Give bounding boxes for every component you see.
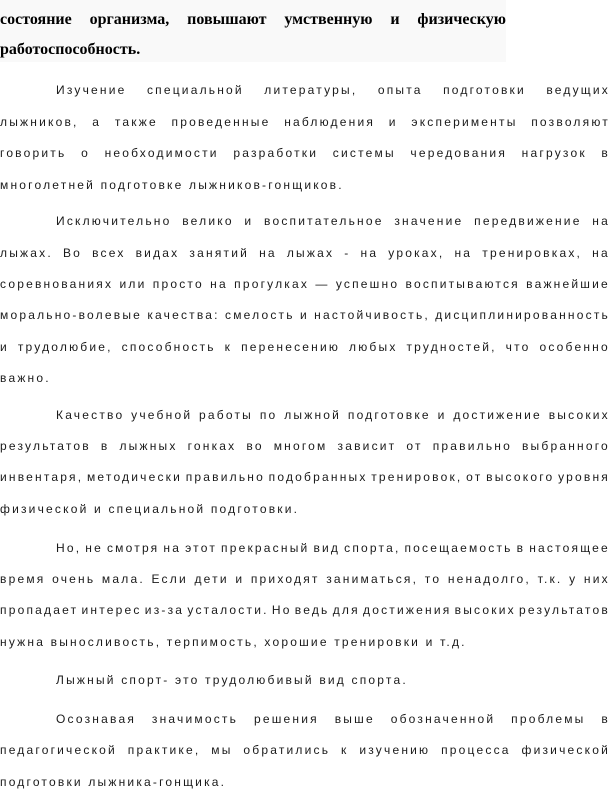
word: специальной xyxy=(146,83,244,97)
word: результатов xyxy=(0,439,91,453)
word: методически xyxy=(86,470,183,484)
word: во xyxy=(246,439,264,453)
word: физической xyxy=(521,743,610,757)
text-line xyxy=(0,539,610,557)
text-line xyxy=(0,741,610,759)
text-line xyxy=(0,406,610,424)
word: подобранных xyxy=(268,470,368,484)
word: на xyxy=(454,246,473,260)
word: пропадает xyxy=(0,603,79,617)
word: воспитываются xyxy=(405,277,520,291)
word: время xyxy=(0,572,46,586)
word: физическую xyxy=(417,11,506,28)
word: результатов xyxy=(519,603,610,617)
word: нагрузок xyxy=(521,146,587,160)
word: высоких xyxy=(548,408,610,422)
text-line xyxy=(0,601,610,619)
word: и xyxy=(388,115,398,129)
text-line xyxy=(0,468,610,486)
word: изучению xyxy=(359,743,431,757)
word: для xyxy=(332,603,360,617)
text-line: важно. xyxy=(0,371,51,385)
word: занятий xyxy=(189,246,250,260)
text-line: физической и специальной подготовки. xyxy=(0,502,300,516)
word: дети xyxy=(194,572,229,586)
word: значимость xyxy=(151,712,239,726)
word: Осознавая xyxy=(56,712,137,726)
word: и xyxy=(299,308,309,322)
word: или xyxy=(119,277,147,291)
word: прекрасный xyxy=(221,541,310,555)
word: т.к. xyxy=(537,572,563,586)
word: в xyxy=(601,146,610,160)
word: любых xyxy=(349,340,398,354)
word: Но xyxy=(271,603,292,617)
word: смотря xyxy=(106,541,160,555)
word: организма, xyxy=(89,11,170,28)
text-line xyxy=(0,710,610,728)
word: многом xyxy=(273,439,328,453)
word: практике, xyxy=(127,743,201,757)
word: правильно xyxy=(185,470,265,484)
word: уровня xyxy=(558,470,610,484)
word: о xyxy=(81,146,90,160)
word: у xyxy=(569,572,578,586)
word: этот xyxy=(185,541,218,555)
word: мала. xyxy=(101,572,145,586)
text-line: работоспособность. xyxy=(0,41,141,58)
word: - xyxy=(344,246,351,260)
text-line xyxy=(0,212,610,230)
word: и xyxy=(390,11,400,28)
text-line xyxy=(0,10,506,30)
word: эксперименты xyxy=(411,115,518,129)
word: велико xyxy=(182,214,234,228)
word: на xyxy=(592,214,610,228)
word: умственную xyxy=(284,11,373,28)
word: на xyxy=(163,541,182,555)
word: выше xyxy=(334,712,375,726)
word: ведь xyxy=(294,603,330,617)
word: способность xyxy=(121,340,216,354)
word: инвентаря, xyxy=(0,470,84,484)
word: проблемы xyxy=(511,712,586,726)
word: лыжной xyxy=(284,408,342,422)
word: и xyxy=(0,340,9,354)
word: воспитательное xyxy=(264,214,384,228)
word: в xyxy=(516,541,526,555)
word: вид xyxy=(313,541,341,555)
word: дисциплинированность xyxy=(435,308,610,322)
word: системы xyxy=(332,146,396,160)
text-line xyxy=(0,144,610,162)
word: всех xyxy=(92,246,126,260)
word: настоящее xyxy=(529,541,610,555)
word: мы xyxy=(211,743,233,757)
word: трудностей, xyxy=(406,340,497,354)
text-line: нужна выносливость, терпимость, хорошие тренировки и т.д. xyxy=(0,635,467,649)
word: на xyxy=(210,277,228,291)
word: также xyxy=(114,115,158,129)
word: в xyxy=(601,712,610,726)
word: важнейшие xyxy=(526,277,610,291)
word: и xyxy=(235,572,245,586)
word: из-за xyxy=(144,603,185,617)
word: процесса xyxy=(441,743,511,757)
word: от xyxy=(466,470,483,484)
word: от xyxy=(406,439,423,453)
text-line: многолетней подготовке лыжников-гонщиков. xyxy=(0,178,344,192)
word: гонках xyxy=(187,439,237,453)
word: спорта, xyxy=(344,541,401,555)
word: говорить xyxy=(0,146,67,160)
word: состояние xyxy=(0,11,72,28)
word: них xyxy=(583,572,610,586)
text-line xyxy=(0,113,610,131)
word: усталости. xyxy=(187,603,269,617)
word: по xyxy=(259,408,278,422)
word: просто xyxy=(152,277,204,291)
word: особенно xyxy=(539,340,610,354)
text-line: Лыжный спорт- это трудолюбивый вид спорта. xyxy=(56,673,408,687)
word: обозначенной xyxy=(390,712,496,726)
word: обратились xyxy=(243,743,331,757)
word: лыжах xyxy=(286,246,335,260)
word: видах xyxy=(135,246,180,260)
word: высокого xyxy=(486,470,555,484)
word: ведущих xyxy=(546,83,610,97)
word: уроках, xyxy=(388,246,445,260)
word: не xyxy=(85,541,103,555)
word: работы xyxy=(199,408,253,422)
word: Изучение xyxy=(56,83,127,97)
word: высоких xyxy=(454,603,516,617)
word: качества: xyxy=(147,308,220,322)
word: достижение xyxy=(453,408,542,422)
word: а xyxy=(92,115,102,129)
word: педагогической xyxy=(0,743,117,757)
word: ненадолго, xyxy=(447,572,531,586)
word: на xyxy=(360,246,379,260)
word: успешно xyxy=(335,277,400,291)
word: подготовки xyxy=(443,83,526,97)
word: передвижение xyxy=(474,214,582,228)
word: и xyxy=(437,408,447,422)
word: значение xyxy=(394,214,464,228)
word: Исключительно xyxy=(56,214,172,228)
text-line xyxy=(0,81,610,99)
word: в xyxy=(100,439,110,453)
word: Но, xyxy=(56,541,82,555)
word: и xyxy=(244,214,254,228)
text-line xyxy=(0,338,610,356)
word: подготовке xyxy=(347,408,431,422)
word: к xyxy=(341,743,349,757)
word: разработки xyxy=(233,146,319,160)
word: то xyxy=(424,572,442,586)
text-line xyxy=(0,244,610,262)
word: учебной xyxy=(131,408,193,422)
word: Во xyxy=(62,246,83,260)
word: правильно xyxy=(432,439,512,453)
word: на xyxy=(259,246,277,260)
word: приходят xyxy=(250,572,320,586)
word: Если xyxy=(151,572,188,586)
word: интерес xyxy=(81,603,142,617)
text-line xyxy=(0,570,610,588)
word: наблюдения xyxy=(284,115,376,129)
word: выбранного xyxy=(521,439,610,453)
word: зависит xyxy=(337,439,397,453)
word: смелость xyxy=(225,308,295,322)
word: проведенные xyxy=(171,115,271,129)
word: необходимости xyxy=(104,146,219,160)
word: лыжах. xyxy=(0,246,53,260)
word: — xyxy=(315,277,330,291)
word: литературы, xyxy=(264,83,358,97)
text-line xyxy=(0,275,610,293)
word: к xyxy=(224,340,233,354)
word: повышают xyxy=(187,11,267,28)
word: прогулках xyxy=(234,277,310,291)
word: перенесению xyxy=(241,340,341,354)
word: Качество xyxy=(56,408,125,422)
text-line xyxy=(0,306,610,324)
text-line: подготовки лыжника-гонщика. xyxy=(0,775,227,789)
word: тренировок, xyxy=(371,470,463,484)
word: лыжников, xyxy=(0,115,79,129)
word: лыжных xyxy=(119,439,178,453)
word: что xyxy=(505,340,531,354)
word: позволяют xyxy=(531,115,610,129)
text-line xyxy=(0,437,610,455)
word: трудолюбие, xyxy=(17,340,113,354)
word: заниматься, xyxy=(326,572,419,586)
word: настойчивость, xyxy=(314,308,430,322)
word: достижения xyxy=(363,603,452,617)
word: тренировках, xyxy=(482,246,583,260)
word: морально-волевые xyxy=(0,308,143,322)
word: чередования xyxy=(410,146,508,160)
word: посещаемость xyxy=(404,541,513,555)
word: опыта xyxy=(377,83,423,97)
word: соревнованиях xyxy=(0,277,114,291)
word: очень xyxy=(52,572,96,586)
word: на xyxy=(592,246,610,260)
word: решения xyxy=(253,712,319,726)
